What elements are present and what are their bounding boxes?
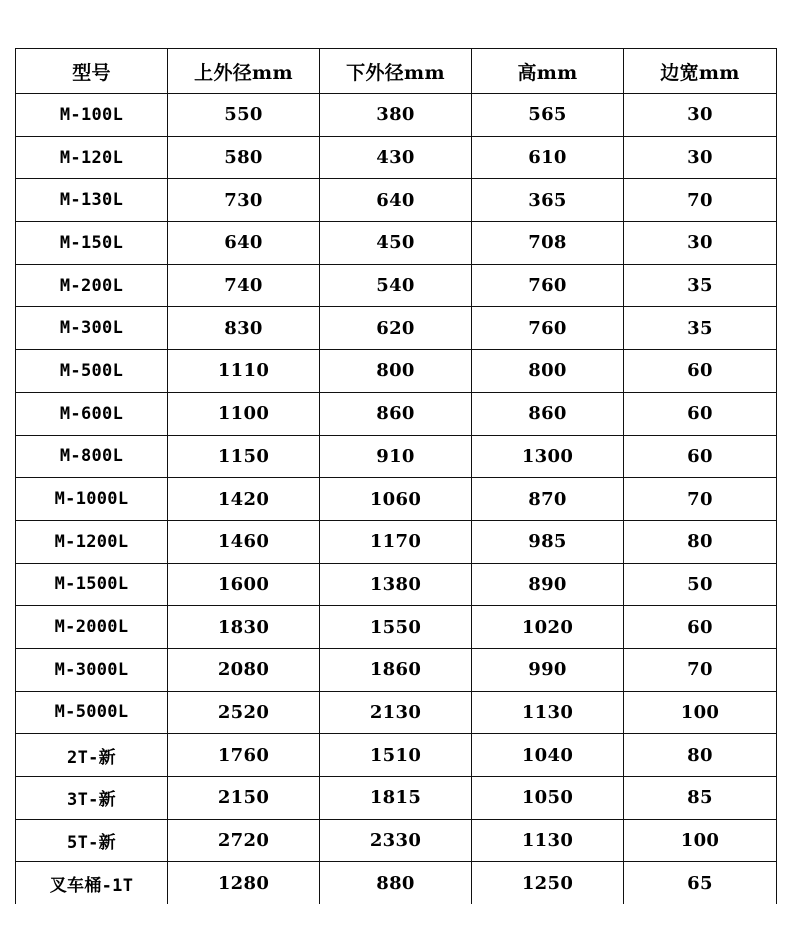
cell-height: 1050: [472, 777, 624, 820]
table-body: [16, 94, 777, 905]
table-row: [16, 222, 777, 265]
cell-bottom-outer-diameter: 380: [320, 94, 472, 137]
cell-height: 1250: [472, 862, 624, 904]
cell-height: 1130: [472, 819, 624, 862]
cell-height: 985: [472, 520, 624, 563]
table-row: [16, 691, 777, 734]
cell-rim-width: 100: [624, 691, 777, 734]
cell-bottom-outer-diameter: 1380: [320, 563, 472, 606]
cell-height: 1040: [472, 734, 624, 777]
table-row: [16, 563, 777, 606]
table-row: [16, 520, 777, 563]
table-row: [16, 819, 777, 862]
cell-rim-width: 35: [624, 307, 777, 350]
cell-model: M-300L: [16, 307, 168, 350]
cell-bottom-outer-diameter: 540: [320, 264, 472, 307]
cell-model: M-1000L: [16, 478, 168, 521]
cell-model: M-5000L: [16, 691, 168, 734]
table-row: [16, 777, 777, 820]
cell-height: 365: [472, 179, 624, 222]
table-row: [16, 734, 777, 777]
cell-model: M-1500L: [16, 563, 168, 606]
table-row: [16, 179, 777, 222]
cell-top-outer-diameter: 1280: [168, 862, 320, 904]
cell-top-outer-diameter: 1830: [168, 606, 320, 649]
cell-rim-width: 85: [624, 777, 777, 820]
cell-bottom-outer-diameter: 1510: [320, 734, 472, 777]
table-row: [16, 136, 777, 179]
cell-rim-width: 70: [624, 179, 777, 222]
cell-height: 708: [472, 222, 624, 265]
cell-rim-width: 100: [624, 819, 777, 862]
table-row: [16, 606, 777, 649]
cell-rim-width: 80: [624, 520, 777, 563]
table-row: [16, 478, 777, 521]
cell-height: 610: [472, 136, 624, 179]
cell-model: M-130L: [16, 179, 168, 222]
cell-rim-width: 50: [624, 563, 777, 606]
cell-rim-width: 30: [624, 94, 777, 137]
cell-rim-width: 60: [624, 350, 777, 393]
cell-rim-width: 35: [624, 264, 777, 307]
cell-bottom-outer-diameter: 1170: [320, 520, 472, 563]
cell-bottom-outer-diameter: 640: [320, 179, 472, 222]
cell-bottom-outer-diameter: 860: [320, 392, 472, 435]
cell-rim-width: 30: [624, 136, 777, 179]
cell-top-outer-diameter: 1760: [168, 734, 320, 777]
cell-bottom-outer-diameter: 1860: [320, 648, 472, 691]
cell-model: M-200L: [16, 264, 168, 307]
header-rim-width: 边宽mm: [624, 49, 777, 94]
cell-rim-width: 60: [624, 392, 777, 435]
cell-rim-width: 70: [624, 478, 777, 521]
cell-rim-width: 80: [624, 734, 777, 777]
cell-top-outer-diameter: 640: [168, 222, 320, 265]
cell-bottom-outer-diameter: 1060: [320, 478, 472, 521]
cell-height: 760: [472, 264, 624, 307]
cell-top-outer-diameter: 1150: [168, 435, 320, 478]
cell-height: 990: [472, 648, 624, 691]
cell-height: 860: [472, 392, 624, 435]
cell-bottom-outer-diameter: 1815: [320, 777, 472, 820]
cell-height: 890: [472, 563, 624, 606]
spec-table-container: [15, 48, 776, 904]
table-row: [16, 435, 777, 478]
cell-model: 2T-新: [16, 734, 168, 777]
table-row: [16, 264, 777, 307]
header-row: [16, 49, 777, 94]
table-row: [16, 862, 777, 904]
cell-top-outer-diameter: 2720: [168, 819, 320, 862]
cell-top-outer-diameter: 740: [168, 264, 320, 307]
cell-bottom-outer-diameter: 2330: [320, 819, 472, 862]
cell-bottom-outer-diameter: 880: [320, 862, 472, 904]
cell-model: M-120L: [16, 136, 168, 179]
cell-height: 1130: [472, 691, 624, 734]
cell-rim-width: 60: [624, 606, 777, 649]
cell-model: M-3000L: [16, 648, 168, 691]
cell-model: M-150L: [16, 222, 168, 265]
table-row: [16, 307, 777, 350]
cell-top-outer-diameter: 1460: [168, 520, 320, 563]
cell-top-outer-diameter: 1420: [168, 478, 320, 521]
cell-height: 870: [472, 478, 624, 521]
cell-top-outer-diameter: 1110: [168, 350, 320, 393]
cell-height: 1020: [472, 606, 624, 649]
cell-model: M-100L: [16, 94, 168, 137]
cell-bottom-outer-diameter: 800: [320, 350, 472, 393]
table-row: [16, 350, 777, 393]
cell-height: 800: [472, 350, 624, 393]
cell-top-outer-diameter: 2520: [168, 691, 320, 734]
header-model: 型号: [16, 49, 168, 94]
cell-model: M-2000L: [16, 606, 168, 649]
header-top-outer-diameter: 上外径mm: [168, 49, 320, 94]
table-row: [16, 94, 777, 137]
cell-rim-width: 60: [624, 435, 777, 478]
cell-top-outer-diameter: 550: [168, 94, 320, 137]
cell-height: 565: [472, 94, 624, 137]
cell-top-outer-diameter: 1100: [168, 392, 320, 435]
cell-rim-width: 70: [624, 648, 777, 691]
cell-bottom-outer-diameter: 910: [320, 435, 472, 478]
header-bottom-outer-diameter: 下外径mm: [320, 49, 472, 94]
spec-table: [15, 48, 777, 904]
cell-bottom-outer-diameter: 2130: [320, 691, 472, 734]
cell-top-outer-diameter: 730: [168, 179, 320, 222]
table-row: [16, 648, 777, 691]
cell-bottom-outer-diameter: 430: [320, 136, 472, 179]
cell-top-outer-diameter: 1600: [168, 563, 320, 606]
cell-rim-width: 30: [624, 222, 777, 265]
cell-model: M-1200L: [16, 520, 168, 563]
cell-model: M-600L: [16, 392, 168, 435]
cell-top-outer-diameter: 830: [168, 307, 320, 350]
cell-model: 3T-新: [16, 777, 168, 820]
cell-height: 1300: [472, 435, 624, 478]
cell-model: 叉车桶-1T: [16, 862, 168, 904]
table-row: [16, 392, 777, 435]
cell-model: M-500L: [16, 350, 168, 393]
cell-bottom-outer-diameter: 620: [320, 307, 472, 350]
cell-top-outer-diameter: 2150: [168, 777, 320, 820]
cell-model: 5T-新: [16, 819, 168, 862]
cell-rim-width: 65: [624, 862, 777, 904]
cell-model: M-800L: [16, 435, 168, 478]
cell-bottom-outer-diameter: 450: [320, 222, 472, 265]
header-height: 高mm: [472, 49, 624, 94]
cell-top-outer-diameter: 580: [168, 136, 320, 179]
cell-bottom-outer-diameter: 1550: [320, 606, 472, 649]
cell-top-outer-diameter: 2080: [168, 648, 320, 691]
cell-height: 760: [472, 307, 624, 350]
